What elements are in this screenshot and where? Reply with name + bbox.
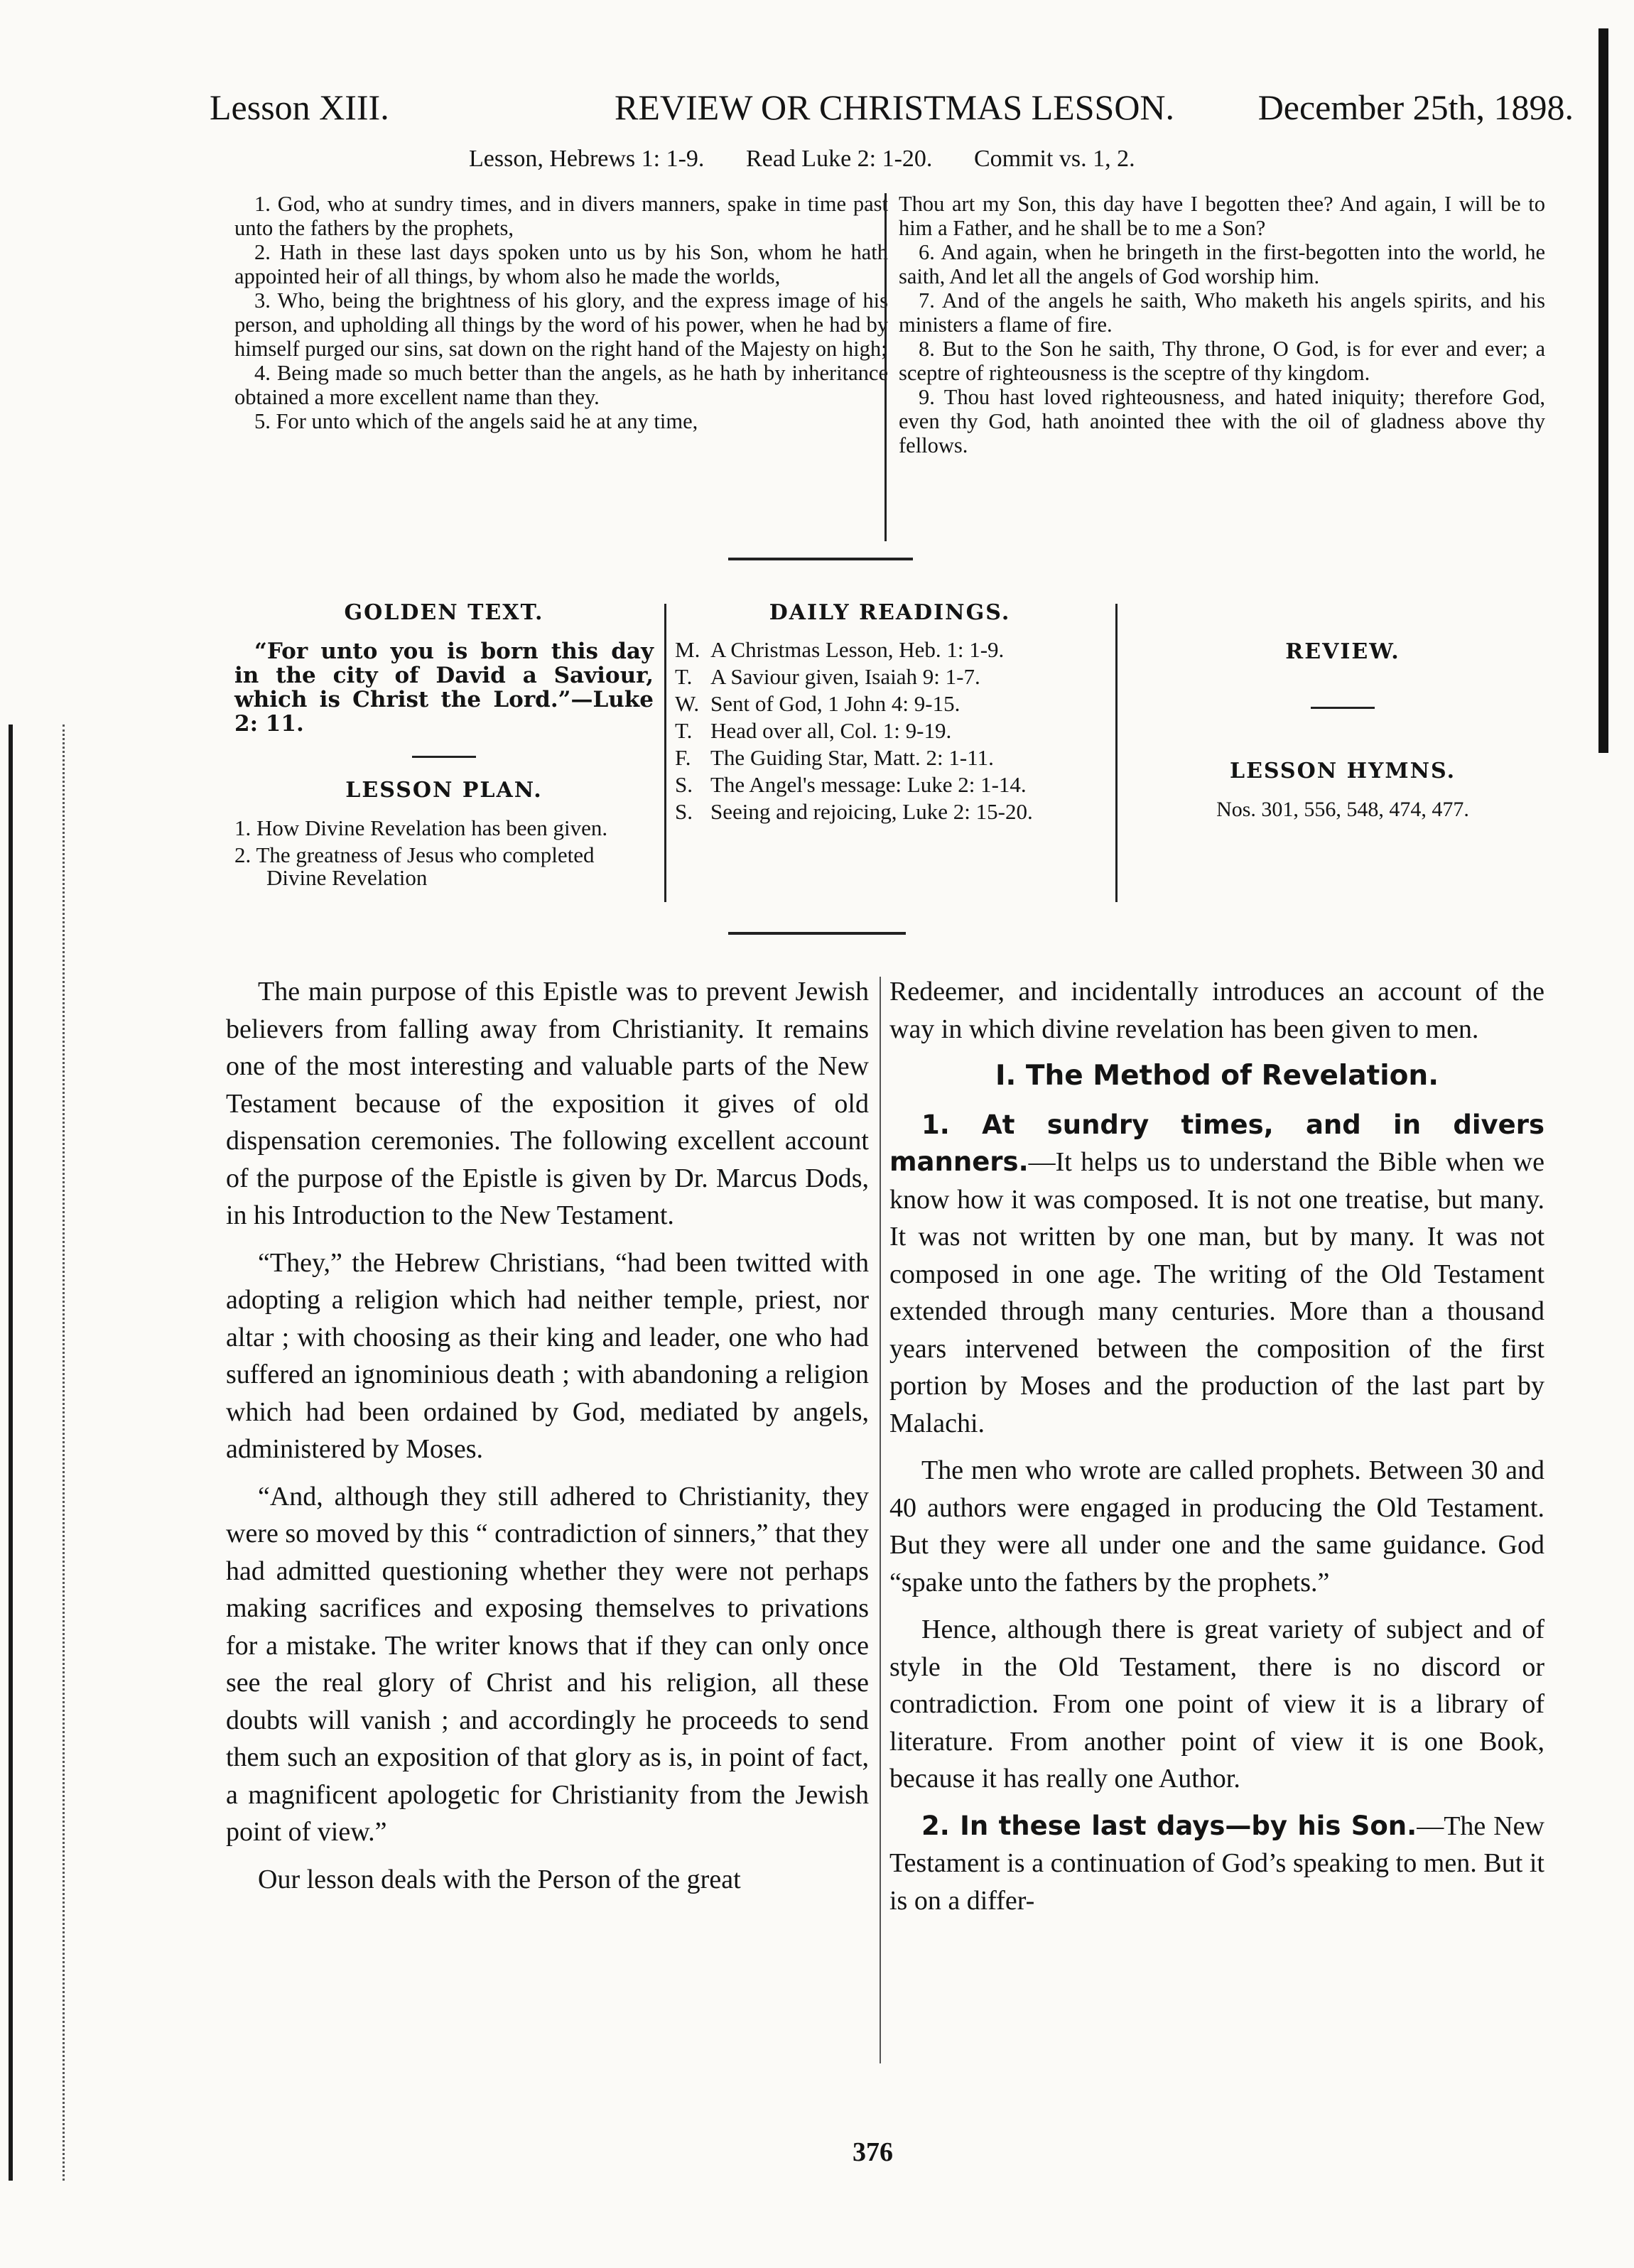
daily-readings-box	[675, 600, 1105, 828]
golden-text-box	[234, 600, 654, 894]
reading-text: A Christmas Lesson, Heb. 1: 1-9.	[710, 637, 1005, 662]
review-box	[1130, 639, 1556, 822]
daily-reading-item	[675, 693, 1105, 715]
daily-reading-item	[675, 720, 1105, 742]
commentary-point	[889, 1107, 1544, 1443]
reading-day: F.	[675, 745, 691, 770]
page-edge-left	[9, 725, 50, 2181]
commentary-right-column	[889, 973, 1544, 1929]
scripture-verse: 2. Hath in these last days spoken unto us by his Son, whom he hath appointed heir of all things, by whom also he made the worlds,	[234, 240, 888, 288]
page-edge-dots	[63, 725, 65, 2181]
reading-day: W.	[675, 691, 700, 716]
scripture-verse-continuation: Thou art my Son, this day have I begotten thee? And again, I will be to him a Father, and he shall be to me a Son?	[899, 192, 1545, 240]
daily-reading-item	[675, 774, 1105, 796]
reading-day: M.	[675, 637, 700, 662]
reading-day: S.	[675, 772, 693, 797]
commentary-paragraph: The men who wrote are called prophets. Between 30 and 40 authors were engaged in producing the Old Testament. But they were all under one and the same guidance. God “spake unto the fathers by the prophets.”	[889, 1455, 1544, 1597]
lesson-plan-heading: LESSON PLAN.	[345, 778, 543, 803]
section-heading: I. The Method of Revelation.	[995, 1060, 1439, 1092]
daily-reading-item	[675, 801, 1105, 823]
reading-text: Sent of God, 1 John 4: 9-15.	[710, 691, 961, 716]
commentary-paragraph: “They,” the Hebrew Christians, “had been twitted with adopting a religion which had neither temple, priest, nor altar ; with choosing as their king and leader, one who had suffered an ignominious death ; with abandoning a religion which had been ordained by God, mediated by angels, administered by Moses.	[226, 1247, 869, 1464]
lesson-plan-item: 1. How Divine Revelation has been given.	[234, 815, 608, 840]
separator-rule	[728, 558, 913, 560]
page-edge-right	[1598, 28, 1608, 753]
scripture-verse: 4. Being made so much better than the angels, as he hath by inheritance obtained a more excellent name than they.	[234, 361, 888, 409]
mini-rule	[412, 756, 476, 758]
reading-text: The Angel's message: Luke 2: 1-14.	[710, 772, 1027, 797]
commentary-point	[889, 1808, 1544, 1920]
point-heading: 1. At sundry times, and in divers manners.	[889, 1109, 1544, 1177]
daily-reading-item	[675, 747, 1105, 769]
box-divider	[1115, 604, 1118, 902]
commentary-paragraph: The main purpose of this Epistle was to prevent Jewish believers from falling away from Christianity. It remains one of the most interesting and valuable parts of the New Testament because of the exposition it gives of old dispensation ceremonies. The following excellent account of the purpose of the Epistle is given by Dr. Marcus Dods, in his Introduction to the New Testament.	[226, 977, 869, 1230]
reading-text: The Guiding Star, Matt. 2: 1-11.	[710, 745, 994, 770]
page-number: 376	[853, 2137, 893, 2167]
golden-text: “For unto you is born this day in the city of David a Saviour, which is Christ the Lord.”—Luke 2: 11.	[234, 639, 654, 737]
separator-rule	[728, 932, 906, 935]
reading-day: T.	[675, 718, 693, 743]
commentary-paragraph: Hence, although there is great variety of subject and of style in the Old Testament, there is no discord or contradiction. From one point of view it is a library of literature. From another point of view it is one Book, because it has really one Author.	[889, 1615, 1544, 1794]
review-heading: REVIEW.	[1285, 639, 1400, 664]
mini-rule	[1311, 707, 1375, 709]
hymns-heading: LESSON HYMNS.	[1229, 759, 1456, 783]
scripture-verse: 8. But to the Son he saith, Thy throne, O God, is for ever and ever; a sceptre of righteousness is the sceptre of thy kingdom.	[899, 337, 1545, 385]
commentary-column-rule	[880, 977, 881, 2063]
point-text: —It helps us to understand the Bible when we know how it was composed. It is not one treatise, but many. It was not written by one man, but by many. It was not composed in one age. The writing of the Old Testament extended through many centuries. More than a thousand years intervened between the composition of the first portion by Moses and the production of the last part by Malachi.	[889, 1147, 1544, 1438]
lesson-reference: Lesson, Hebrews 1: 1-9.	[469, 146, 705, 172]
commentary-left-column	[226, 973, 869, 1908]
scripture-verse: 1. God, who at sundry times, and in divers manners, spake in time past unto the fathers by the prophets,	[234, 192, 888, 240]
scripture-right-column	[899, 192, 1545, 457]
daily-reading-item	[675, 666, 1105, 688]
page-header	[210, 87, 1574, 143]
scripture-verse: 3. Who, being the brightness of his glory, and the express image of his person, and upholding all things by the word of his power, when he had by himself purged our sins, sat down on the right hand of the Majesty on high;	[234, 288, 888, 361]
reading-day: S.	[675, 799, 693, 824]
lesson-date: December 25th, 1898.	[1257, 87, 1574, 127]
point-text: —The New Testament is a continuation of God’s speaking to men. But it is on a differ-	[889, 1811, 1544, 1916]
commentary-paragraph: Our lesson deals with the Person of the great	[258, 1864, 741, 1894]
golden-text-heading: GOLDEN TEXT.	[344, 600, 544, 625]
lesson-number: Lesson XIII.	[210, 87, 389, 127]
hymns-list: Nos. 301, 556, 548, 474, 477.	[1216, 798, 1469, 821]
daily-readings-heading: DAILY READINGS.	[769, 600, 1011, 625]
reading-text: Seeing and rejoicing, Luke 2: 15-20.	[710, 799, 1033, 824]
commit-reference: Commit vs. 1, 2.	[973, 146, 1135, 172]
lesson-title: REVIEW OR CHRISTMAS LESSON.	[615, 87, 1175, 127]
box-divider	[664, 604, 666, 902]
daily-reading-item	[675, 639, 1105, 661]
scripture-verse: 7. And of the angels he saith, Who maketh his angels spirits, and his ministers a flame of fire.	[899, 288, 1545, 337]
daily-readings-list	[675, 639, 1105, 823]
scripture-column-rule	[884, 193, 887, 541]
reading-text: A Saviour given, Isaiah 9: 1-7.	[710, 664, 980, 689]
lesson-references	[469, 146, 1463, 173]
scripture-verse: 9. Thou hast loved righteousness, and hated iniquity; therefore God, even thy God, hath anointed thee with the oil of gladness above thy fellows.	[899, 385, 1545, 457]
point-heading: 2. In these last days—by his Son.	[921, 1810, 1417, 1841]
reading-day: T.	[675, 664, 693, 689]
reading-text: Head over all, Col. 1: 9-19.	[710, 718, 952, 743]
commentary-paragraph: “And, although they still adhered to Christianity, they were so moved by this “ contradiction of sinners,” that they had admitted questioning whether they were not perhaps making sacrifices and exposing themselves to privations for a mistake. The writer knows that if they can only once see the real glory of Christ and his religion, all these doubts will vanish ; and accordingly he proceeds to send them such an exposition of that glory as is, in point of fact, a magnificent apologetic for Christianity from the Jewish point of view.”	[226, 1481, 869, 1847]
lesson-plan-item: 2. The greatness of Jesus who completed Divine Revelation	[234, 842, 595, 890]
scripture-verse: 6. And again, when he bringeth in the first-begotten into the world, he saith, And let all the angels of God worship him.	[899, 240, 1545, 288]
scripture-left-column	[234, 192, 888, 433]
commentary-continuation: Redeemer, and incidentally introduces an account of the way in which divine revelation has been given to men.	[889, 977, 1544, 1044]
read-reference: Read Luke 2: 1-20.	[745, 146, 933, 172]
scripture-verse: 5. For unto which of the angels said he at any time,	[254, 409, 698, 433]
